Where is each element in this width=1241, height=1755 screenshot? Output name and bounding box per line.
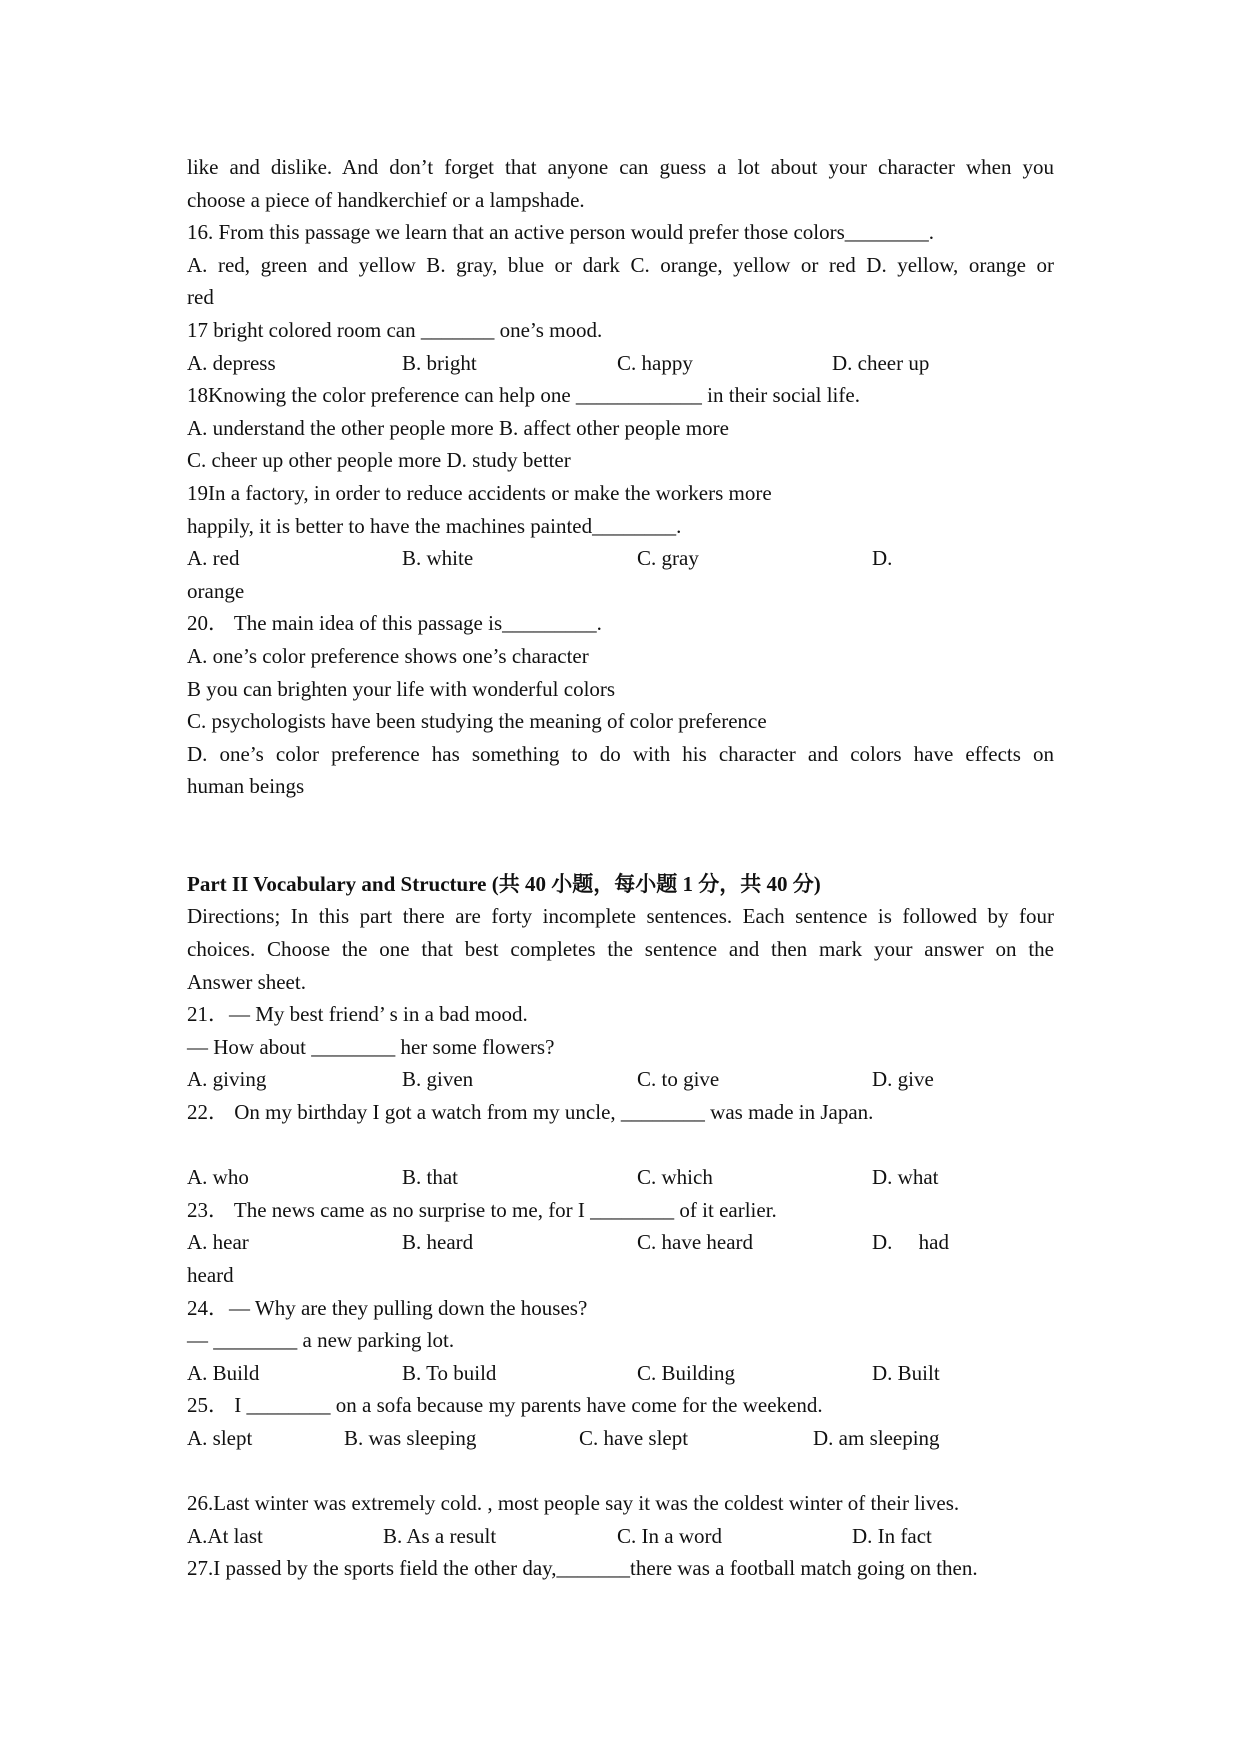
q16-options-cont: red [187, 285, 214, 310]
q22-option-d: D. what [872, 1165, 939, 1190]
q21-stem-2: — How about ________ her some flowers? [187, 1034, 555, 1059]
q16-options: A. red, green and yellow B. gray, blue or dark C. orange, yellow or red D. yellow, orange or [187, 252, 1054, 277]
q21-stem-1: 21．— My best friend’ s in a bad mood. [187, 1002, 528, 1027]
q20-option-c: C. psychologists have been studying the meaning of color preference [187, 709, 767, 734]
q17-option-a: A. depress [187, 350, 276, 375]
q19-stem-2: happily, it is better to have the machines painted________. [187, 513, 682, 538]
q19-option-c: C. gray [637, 546, 699, 571]
q19-option-a: A. red [187, 546, 240, 571]
q26-option-c: C. In a word [617, 1523, 722, 1548]
q22-option-b: B. that [402, 1165, 458, 1190]
q22-stem: 22． On my birthday I got a watch from my uncle, ________ was made in Japan. [187, 1100, 874, 1125]
q21-option-d: D. give [872, 1067, 934, 1092]
q22-option-c: C. which [637, 1165, 713, 1190]
q24-option-b: B. To build [402, 1360, 497, 1385]
q17-option-c: C. happy [617, 350, 693, 375]
q23-option-c: C. have heard [637, 1230, 754, 1255]
q23-option-d: D. had [872, 1230, 949, 1255]
q24-stem-2: — ________ a new parking lot. [187, 1328, 455, 1353]
exam-page [187, 151, 1054, 1585]
q26-options [187, 1520, 1054, 1553]
directions-line-2: choices. Choose the one that best completes the sentence and then mark your answer on the [187, 937, 1054, 962]
q23-options [187, 1226, 1054, 1259]
q26-stem: 26.Last winter was extremely cold. , most people say it was the coldest winter of their lives. [187, 1491, 960, 1516]
q21-option-c: C. to give [637, 1067, 720, 1092]
q24-option-d: D. Built [872, 1360, 940, 1385]
q24-option-c: C. Building [637, 1360, 736, 1385]
q18-options-1: A. understand the other people more B. affect other people more [187, 415, 729, 440]
q26-option-a: A.At last [187, 1523, 263, 1548]
q19-options [187, 542, 1054, 575]
q20-option-b: B you can brighten your life with wonderful colors [187, 676, 616, 701]
part2-heading: Part II Vocabulary and Structure (共 40 小题，每小题 1 分，共 40 分) [187, 871, 821, 896]
q19-option-d: D. [872, 546, 893, 571]
q19-stem-1: 19In a factory, in order to reduce accidents or make the workers more [187, 480, 772, 505]
q25-option-a: A. slept [187, 1425, 253, 1450]
q20-option-d-cont: human beings [187, 774, 305, 799]
q23-option-a: A. hear [187, 1230, 249, 1255]
q24-stem-1: 24．— Why are they pulling down the houses? [187, 1295, 588, 1320]
section-spacer [187, 803, 1054, 868]
q21-option-b: B. given [402, 1067, 474, 1092]
q25-stem: 25． I ________ on a sofa because my parents have come for the weekend. [187, 1393, 823, 1418]
passage-line-2: choose a piece of handkerchief or a lampshade. [187, 187, 585, 212]
q17-option-d: D. cheer up [832, 350, 930, 375]
q24-option-a: A. Build [187, 1360, 260, 1385]
q17-stem: 17 bright colored room can _______ one’s mood. [187, 317, 603, 342]
q18-stem: 18Knowing the color preference can help one ____________ in their social life. [187, 383, 860, 408]
q19-option-b: B. white [402, 546, 474, 571]
q20-option-d: D. one’s color preference has something to do with his character and colors have effects on [187, 741, 1054, 766]
q26-option-d: D. In fact [852, 1523, 932, 1548]
q24-options [187, 1357, 1054, 1390]
q21-option-a: A. giving [187, 1067, 267, 1092]
q21-options [187, 1063, 1054, 1096]
q23-option-b: B. heard [402, 1230, 474, 1255]
q16-stem: 16. From this passage we learn that an active person would prefer those colors________. [187, 220, 935, 245]
q20-stem: 20． The main idea of this passage is_________. [187, 611, 602, 636]
q26-option-b: B. As a result [383, 1523, 497, 1548]
q22-options [187, 1161, 1054, 1194]
q19-option-d-cont: orange [187, 578, 245, 603]
q25-options [187, 1422, 1054, 1455]
q20-option-a: A. one’s color preference shows one’s character [187, 643, 589, 668]
q23-option-d-cont: heard [187, 1263, 234, 1287]
q25-option-c: C. have slept [579, 1425, 689, 1450]
q23-stem: 23． The news came as no surprise to me, for I ________ of it earlier. [187, 1197, 777, 1222]
directions-line-3: Answer sheet. [187, 969, 306, 994]
q27-stem: 27.I passed by the sports field the other day,_______there was a football match going on then. [187, 1556, 978, 1581]
passage-line-1: like and dislike. And don’t forget that anyone can guess a lot about your character when you [187, 155, 1054, 179]
q25-option-b: B. was sleeping [344, 1425, 477, 1450]
q17-options [187, 347, 1054, 380]
q18-options-2: C. cheer up other people more D. study better [187, 448, 571, 473]
q22-option-a: A. who [187, 1165, 249, 1190]
q25-option-d: D. am sleeping [813, 1425, 940, 1450]
q17-option-b: B. bright [402, 350, 477, 375]
directions-line-1: Directions; In this part there are forty incomplete sentences. Each sentence is followed by four [187, 904, 1054, 929]
